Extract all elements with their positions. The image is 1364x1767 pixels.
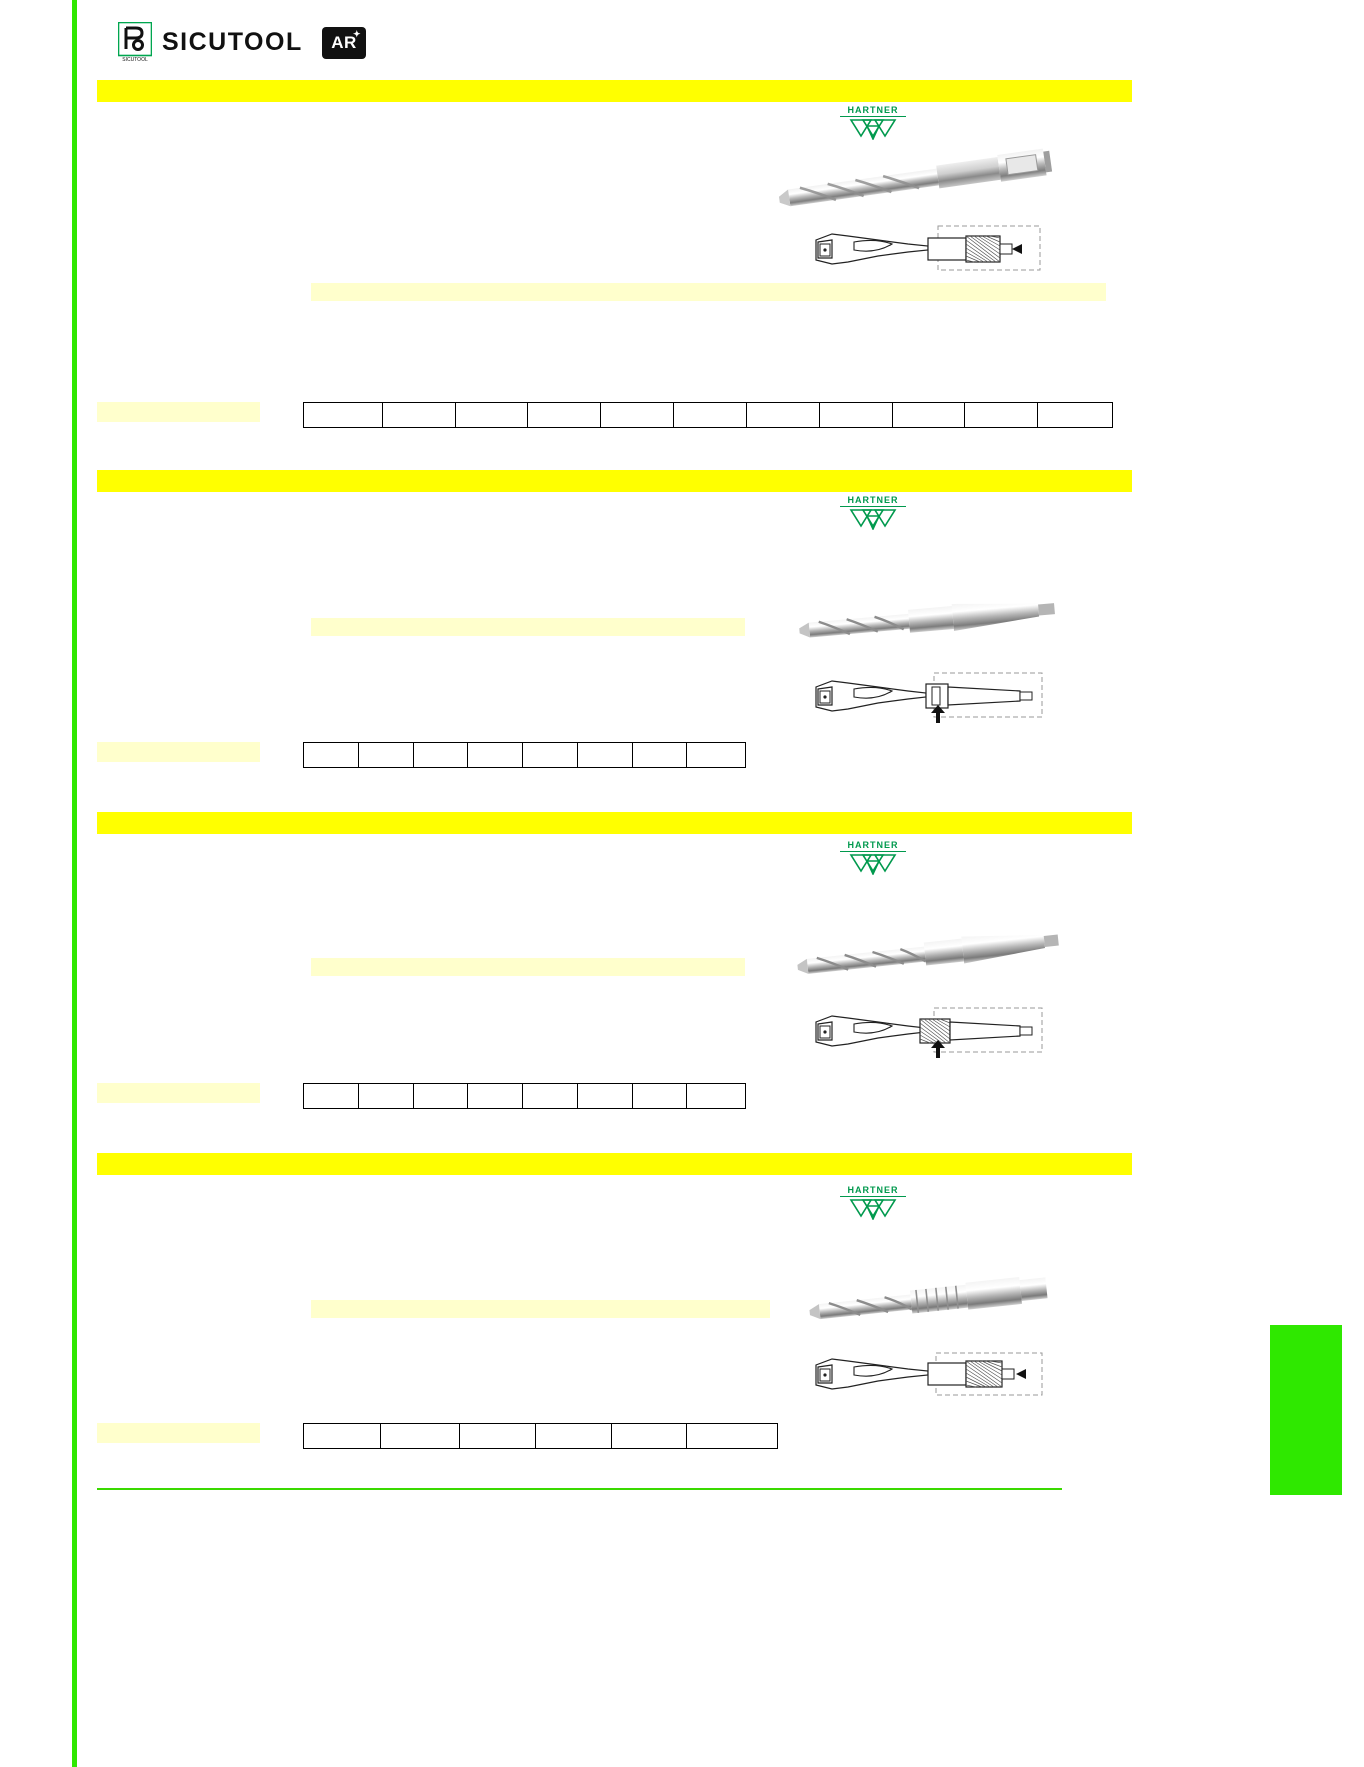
table-cell — [747, 403, 820, 427]
hartner-logo-rule — [840, 1196, 906, 1197]
table-cell — [687, 1084, 745, 1108]
table-cell — [578, 1084, 633, 1108]
table-cell — [304, 1084, 359, 1108]
section-2-title-bar — [97, 470, 1132, 492]
table-cell — [633, 743, 688, 767]
sicutool-logo-icon — [118, 22, 152, 62]
section-3-table — [303, 1083, 746, 1109]
brand-name: SICUTOOL — [162, 27, 303, 56]
hartner-logo-label: HARTNER — [847, 840, 899, 850]
section-3-title-bar — [97, 812, 1132, 834]
table-cell — [304, 1424, 381, 1448]
table-cell — [460, 1424, 536, 1448]
section-1-row-label — [97, 402, 260, 422]
table-cell — [633, 1084, 688, 1108]
table-cell — [820, 403, 893, 427]
table-cell — [523, 1084, 578, 1108]
table-cell — [687, 743, 745, 767]
tool-diagram-4 — [808, 1343, 1048, 1410]
ar-badge-star-icon: ✦ — [352, 29, 361, 39]
hartner-triangles-icon — [840, 1198, 906, 1220]
ar-badge-label: AR — [331, 33, 357, 52]
table-cell — [383, 403, 456, 427]
section-4-note-strip — [311, 1300, 770, 1318]
table-cell — [528, 403, 601, 427]
tool-diagram-2 — [808, 665, 1048, 732]
table-cell — [456, 403, 529, 427]
hartner-logo-2 — [840, 495, 906, 530]
hartner-logo-rule — [840, 116, 906, 117]
hartner-triangles-icon — [840, 853, 906, 875]
section-3-note-strip — [311, 958, 745, 976]
left-green-rule — [72, 0, 77, 1767]
table-cell — [674, 403, 747, 427]
table-cell — [536, 1424, 612, 1448]
section-2-table — [303, 742, 746, 768]
table-cell — [304, 743, 359, 767]
tool-diagram-3 — [808, 1000, 1048, 1067]
hartner-logo-label: HARTNER — [847, 1185, 899, 1195]
bottom-green-rule — [97, 1488, 1062, 1490]
ar-badge[interactable] — [322, 27, 366, 59]
table-cell — [414, 743, 469, 767]
table-cell — [687, 1424, 777, 1448]
table-cell — [304, 403, 383, 427]
section-4-table — [303, 1423, 778, 1449]
section-1-title-bar — [97, 80, 1132, 102]
table-cell — [381, 1424, 461, 1448]
section-2-note-strip — [311, 618, 745, 636]
section-4-row-label — [97, 1423, 260, 1443]
table-cell — [612, 1424, 688, 1448]
hartner-logo-3 — [840, 840, 906, 875]
tool-photo-3 — [793, 920, 1068, 991]
svg-text:SICUTOOL: SICUTOOL — [122, 57, 148, 62]
section-1-table — [303, 402, 1113, 428]
brand-logo — [118, 22, 303, 62]
page-thumb-tab — [1270, 1325, 1342, 1495]
hartner-logo-4 — [840, 1185, 906, 1220]
table-cell — [359, 743, 414, 767]
table-cell — [965, 403, 1038, 427]
table-cell — [414, 1084, 469, 1108]
tool-photo-2 — [795, 588, 1065, 655]
table-cell — [359, 1084, 414, 1108]
table-cell — [468, 1084, 523, 1108]
section-1-note-strip — [311, 283, 1106, 301]
table-cell — [578, 743, 633, 767]
table-cell — [468, 743, 523, 767]
section-4-title-bar — [97, 1153, 1132, 1175]
tool-photo-1 — [770, 135, 1070, 220]
hartner-logo-rule — [840, 506, 906, 507]
table-cell — [893, 403, 966, 427]
tool-photo-4 — [805, 1268, 1065, 1335]
table-cell — [1038, 403, 1112, 427]
table-cell — [601, 403, 674, 427]
hartner-logo-rule — [840, 851, 906, 852]
hartner-triangles-icon — [840, 508, 906, 530]
hartner-logo-label: HARTNER — [847, 105, 899, 115]
section-3-row-label — [97, 1083, 260, 1103]
table-cell — [523, 743, 578, 767]
hartner-logo-label: HARTNER — [847, 495, 899, 505]
section-2-row-label — [97, 742, 260, 762]
tool-diagram-1 — [808, 218, 1048, 285]
